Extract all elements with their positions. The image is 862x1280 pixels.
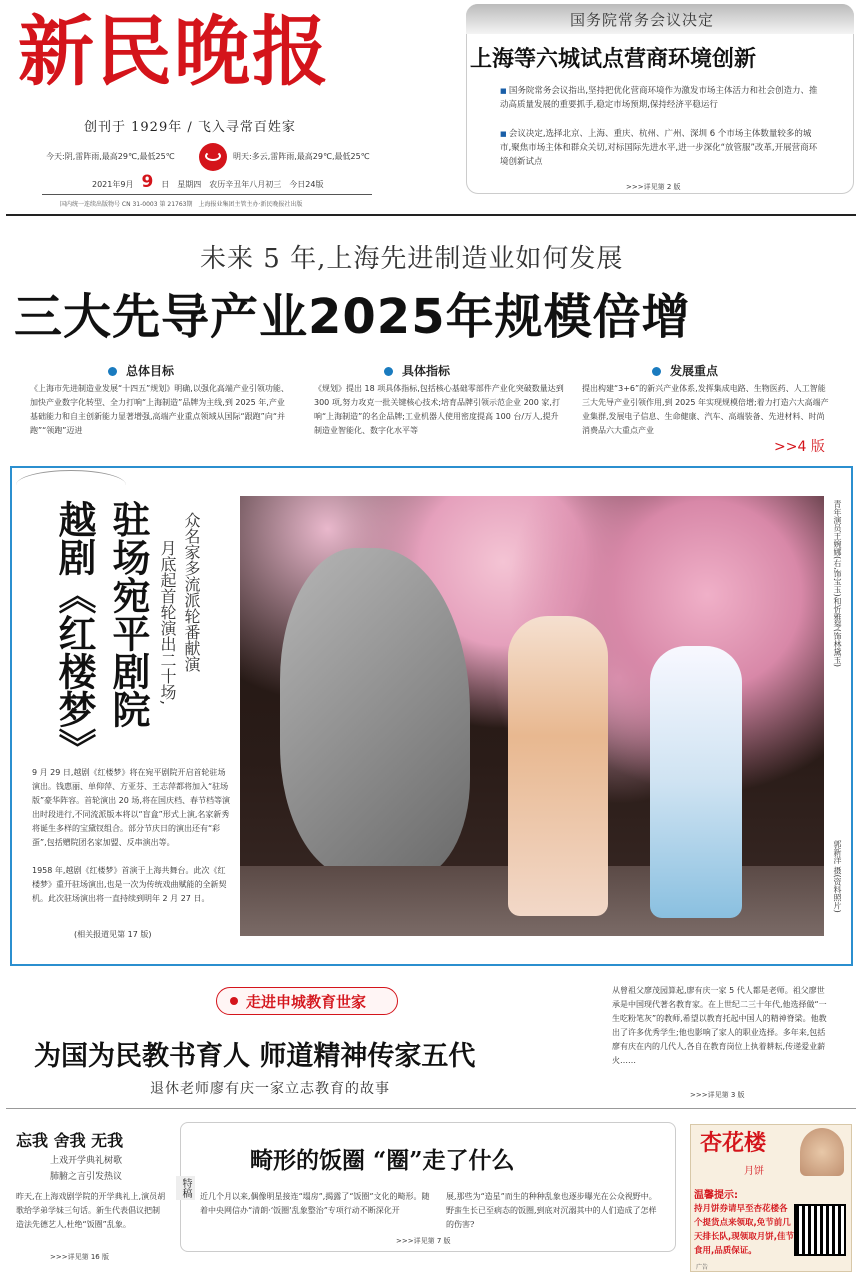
lead-subhead: 未来 5 年,上海先进制造业如何发展 — [200, 244, 624, 274]
lead-top-rule — [6, 214, 856, 216]
opera-deck-a: 众名家多流派轮番献演 — [182, 512, 201, 672]
edu-link[interactable]: >>>详见第 3 版 — [690, 1091, 745, 1099]
lead-col-2-text: 《规划》提出 18 项具体指标,包括核心基础零部件产业化突破数量达到 300 项,努力攻克一批关键核心技术;培育品牌引领示范企业 200 家,打响“上海制造”的名企品牌;工业机器人使用密度提高 100 台/万人,提升制造业智能化、数字化水平等 — [314, 384, 564, 435]
opera-decor-swirl — [16, 470, 126, 500]
ad-label: 温馨提示: — [694, 1190, 738, 1201]
opera-headline-a: 驻场宛平剧院 — [106, 500, 150, 728]
date-year: 2021年9月 — [92, 180, 134, 189]
lead-col-1-title: 总体目标 — [108, 362, 174, 379]
feature-link[interactable]: >>>详见第 7 版 — [396, 1237, 451, 1245]
opera-photo — [240, 496, 824, 936]
bottom-left-deck-b: 肺腑之言引发热议 — [50, 1172, 123, 1182]
bottom-left-link[interactable]: >>>详见第 16 版 — [50, 1253, 109, 1261]
ad-lady-illustration — [800, 1128, 844, 1176]
edu-headline: 为国为民教书育人 师道精神传家五代 — [34, 1041, 476, 1072]
date-ri: 日 — [161, 180, 170, 189]
top-news-kicker: 国务院常务会议决定 — [570, 11, 715, 29]
edu-banner-dot-icon — [230, 997, 238, 1005]
opera-headline-b: 越剧《红楼梦》 — [52, 500, 96, 766]
top-news-link[interactable]: >>>详见第 2 版 — [626, 183, 681, 191]
feature-text-left: 近几个月以来,偶像明星接连“塌房”,揭露了“饭圈”文化的畸形。随着中央网信办“清朗·‘饭圈’乱象整治”专项行动不断深化开 — [200, 1192, 430, 1215]
weather-tomorrow: 明天:多云,雷阵雨,最高29℃,最低25℃ — [233, 152, 370, 161]
lead-col-1-text: 《上海市先进制造业发展“十四五”规划》明确,以强化高端产业引领功能、加快产业数字化转型、全力打响“上海制造”品牌为主线,到 2025 年,产业基础能力和自主创新能力显著增强,高端产业重点领域从国际“跟跑”向“并跑”“领跑”迈进 — [30, 384, 289, 435]
top-news-headline: 上海等六城试点营商环境创新 — [470, 47, 757, 72]
opera-credit: 郭新洋 摄(资料照片) — [833, 840, 842, 913]
masthead-rule — [42, 194, 372, 195]
bottom-left-deck-a: 上戏开学典礼树歌 — [50, 1156, 123, 1166]
opera-caption: 青年演员王婉娜(右,饰宝玉)和忻雅琴(饰林黛玉) — [833, 500, 842, 668]
registration-line: 国内统一连续出版物号 CN 31-0003 第 21763期 上海报业集团主管主办·新民晚报社出版 — [60, 201, 303, 208]
bottom-left-text: 昨天,在上海戏剧学院的开学典礼上,演员胡歌给学弟学妹三句话。新生代表倡议把制造法先德艺人,杜绝“饭圈”乱象。 — [16, 1192, 166, 1229]
opera-deck-b: 月底起首轮演出二十场, — [158, 540, 177, 706]
opera-ref[interactable]: (相关报道见第 17 版) — [74, 930, 152, 939]
date-line — [92, 172, 323, 192]
top-news-item-2: ■ 会议决定,选择北京、上海、重庆、杭州、广州、深圳 6 个市场主体数量较多的城市,聚焦市场主体和群众关切,对标国际先进水平,进一步深化“放管服”改革,开展营商环境创新试点 — [500, 127, 820, 169]
masthead-slogan: 创刊于 1929年 / 飞入寻常百姓家 — [84, 120, 296, 135]
page-count: 今日24版 — [289, 180, 324, 189]
lead-headline: 三大先导产业2025年规模倍增 — [14, 289, 691, 345]
ad-tag: 月饼 — [744, 1166, 764, 1177]
masthead-title: 新民晚报 — [18, 7, 330, 96]
feature-text-right: 展,那些为“造星”而生的种种乱象也逐步曝光在公众视野中。野蛮生长已至病态的饭圈,到底对沉溺其中的人们造成了怎样的伤害? — [446, 1192, 657, 1229]
feature-tag: 特稿 — [176, 1176, 195, 1200]
lead-col-3-text: 提出构建“3+6”的新兴产业体系,发挥集成电路、生物医药、人工智能三大先导产业引领作用,到 2025 年实现规模倍增;着力打造六大高端产业集群,发展电子信息、生命健康、汽车、高端装备、先进材料、时尚消费品六大重点产业 — [582, 384, 829, 435]
logo-emblem — [199, 143, 227, 171]
opera-body-1: 9 月 29 日,越剧《红楼梦》将在宛平剧院开启首轮驻场演出。钱惠丽、单仰萍、方亚芬、王志萍都将加入“驻场版”豪华阵容。首轮演出 20 场,将在国庆档、春节档等演出时段进行,不同流派版本将以“盲盒”形式上演,名家新秀将诞生多样的宝黛钗组合。部分节庆日的演出还有“彩蛋”,包括赠院团名家加盟、反串演出等。 — [32, 768, 230, 847]
edu-divider — [6, 1108, 856, 1109]
lead-col-3-title: 发展重点 — [652, 362, 718, 379]
rock-sculpture — [280, 548, 470, 878]
ad-brand: 杏花楼 — [700, 1130, 767, 1156]
performer-daiyu — [650, 646, 742, 918]
bottom-left-headline: 忘我 舍我 无我 — [16, 1131, 124, 1150]
opera-body-2: 1958 年,越剧《红楼梦》首演于上海共舞台。此次《红楼梦》重开驻场演出,也是一次为传统戏曲赋能的全新契机。此次驻场演出将一直持续到明年 2 月 27 日。 — [32, 866, 227, 903]
top-news-item-1: ■ 国务院常务会议指出,坚持把优化营商环境作为激发市场主体活力和社会创造力、推动高质量发展的重要抓手,稳定市场预期,保持经济平稳运行 — [500, 84, 820, 112]
performer-baoyu — [508, 616, 608, 916]
ad-note: 广告 — [696, 1264, 709, 1271]
edu-subhead: 退休老师廖有庆一家立志教育的故事 — [150, 1081, 390, 1097]
edu-text: 从曾祖父廖茂园算起,廖有庆一家 5 代人都是老师。祖父廖世承是中国现代著名教育家。在上世纪二三十年代,他选择做“一生吃粉笔灰”的教师,希望以教育托起中国人的精神脊梁。他教出了许多优秀学生;他也影响了家人的职业选择。多年来,包括廖有庆在内的几代人,各自在教育岗位上执着耕耘,传递爱业薪火…… — [612, 986, 827, 1065]
logo-swoosh-icon — [205, 151, 221, 161]
ad-qr-code[interactable] — [796, 1206, 844, 1254]
weekday: 星期四 — [177, 180, 202, 189]
lunar-date: 农历辛丑年八月初三 — [209, 180, 282, 189]
lead-link[interactable]: >>4 版 — [774, 439, 825, 455]
ad-text: 持月饼券请早至杏花楼各个提货点来领取,免节前几天排长队,现领取月饼,佳节食用,品质保证。 — [694, 1204, 794, 1256]
feature-headline: 畸形的饭圈 “圈”走了什么 — [250, 1147, 515, 1174]
edu-banner-text: 走进申城教育世家 — [246, 993, 367, 1011]
lead-col-2-title: 具体指标 — [384, 362, 450, 379]
date-day: 9 — [141, 172, 154, 192]
weather-today: 今天:阴,雷阵雨,最高29℃,最低25℃ — [46, 152, 175, 161]
